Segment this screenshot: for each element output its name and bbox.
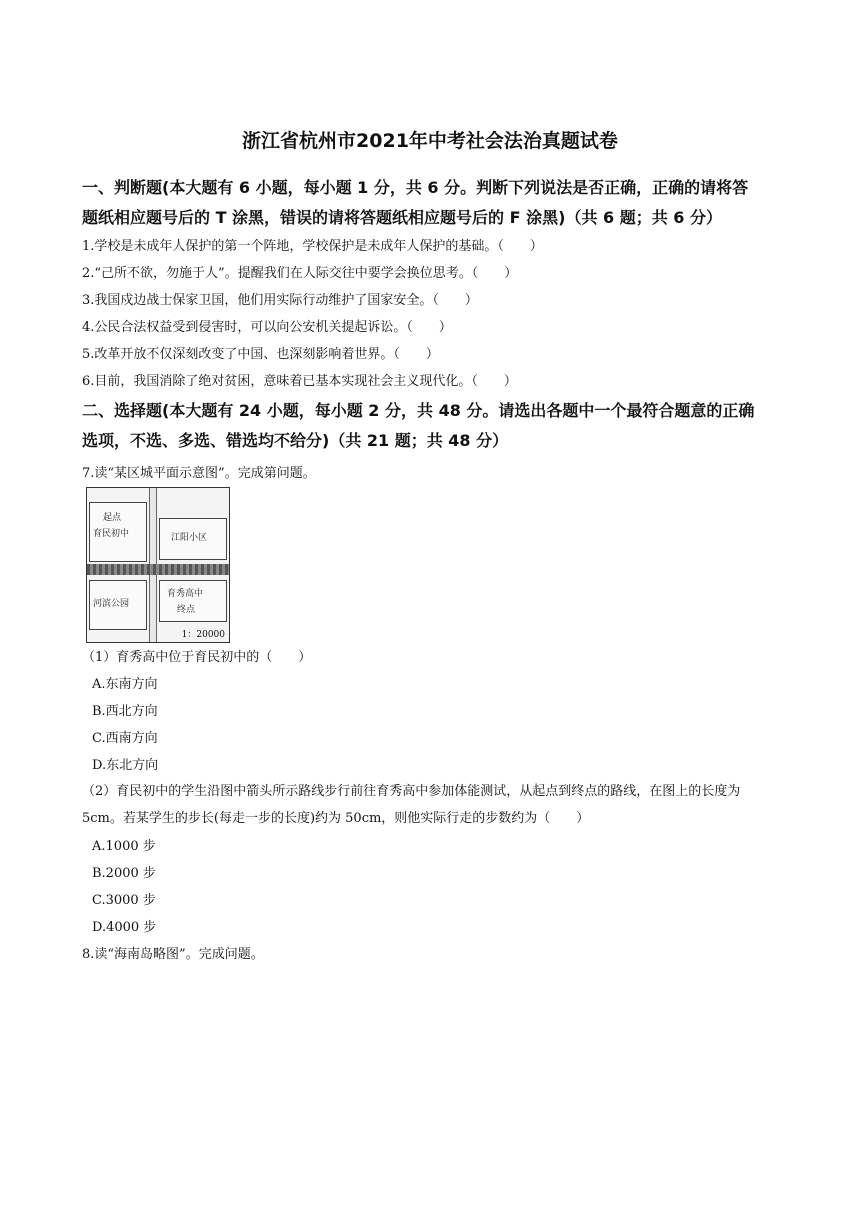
question-6: 6.目前，我国消除了绝对贫困，意味着已基本实现社会主义现代化。（ ）	[82, 374, 517, 389]
map-label-community: 江阳小区	[171, 533, 208, 543]
question-7-1-option-c: C.西南方向	[92, 731, 158, 746]
section-1-header-line1: 一、判断题(本大题有 6 小题，每小题 1 分，共 6 分。判断下列说法是否正确，正确的请将答	[82, 178, 749, 197]
question-7-2-option-c: C.3000 步	[92, 893, 156, 908]
question-7-1-option-a: A.东南方向	[92, 677, 158, 692]
question-7-1-option-d: D.东北方向	[92, 758, 159, 773]
question-1: 1.学校是未成年人保护的第一个阵地，学校保护是未成年人保护的基础。（ ）	[82, 239, 543, 254]
map-river	[87, 564, 229, 575]
question-7-2-option-a: A.1000 步	[92, 839, 156, 854]
question-7-2-option-b: B.2000 步	[92, 866, 156, 881]
map-label-school2: 育秀高中	[167, 589, 204, 599]
section-2-header-line1: 二、选择题(本大题有 24 小题，每小题 2 分，共 48 分。请选出各题中一个最符合题意的正确	[82, 401, 755, 420]
section-2-header-line2: 选项，不选、多选、错选均不给分)（共 21 题；共 48 分）	[82, 431, 509, 450]
map-label-park: 河滨公园	[93, 599, 130, 609]
city-plan-map	[86, 487, 230, 643]
map-scale: 1：20000	[181, 630, 225, 640]
question-7-2: （2）育民初中的学生沿图中箭头所示路线步行前往育秀高中参加体能测试，从起点到终点的路线，在图上的长度为 5cm。若某学生的步长(每走一步的长度)约为 50cm，则他实际行走的步数约为（ ）	[82, 784, 741, 826]
section-2-header	[82, 396, 782, 456]
question-7-1: （1）育秀高中位于育民初中的（ ）	[82, 650, 312, 665]
question-5: 5.改革开放不仅深刻改变了中国、也深刻影响着世界。（ ）	[82, 347, 439, 362]
map-label-start: 起点	[103, 513, 122, 523]
question-3: 3.我国戍边战士保家卫国，他们用实际行动维护了国家安全。（ ）	[82, 293, 478, 308]
question-4: 4.公民合法权益受到侵害时，可以向公安机关提起诉讼。（ ）	[82, 320, 452, 335]
section-1-header-line2: 题纸相应题号后的 T 涂黑，错误的请将答题纸相应题号后的 F 涂黑)（共 6 题；共 6 分）	[82, 208, 722, 227]
question-2: 2.“己所不欲，勿施于人”。提醒我们在人际交往中要学会换位思考。（ ）	[82, 266, 518, 281]
question-8-stem: 8.读“海南岛略图”。完成问题。	[82, 947, 264, 962]
question-7-stem: 7.读“某区城平面示意图”。完成第问题。	[82, 466, 316, 481]
map-label-school1: 育民初中	[93, 529, 130, 539]
question-7-2-option-d: D.4000 步	[92, 920, 157, 935]
question-7-1-option-b: B.西北方向	[92, 704, 158, 719]
section-1-header	[82, 173, 782, 233]
page-title: 浙江省杭州市2021年中考社会法治真题试卷	[242, 130, 618, 152]
map-label-end: 终点	[177, 605, 196, 615]
